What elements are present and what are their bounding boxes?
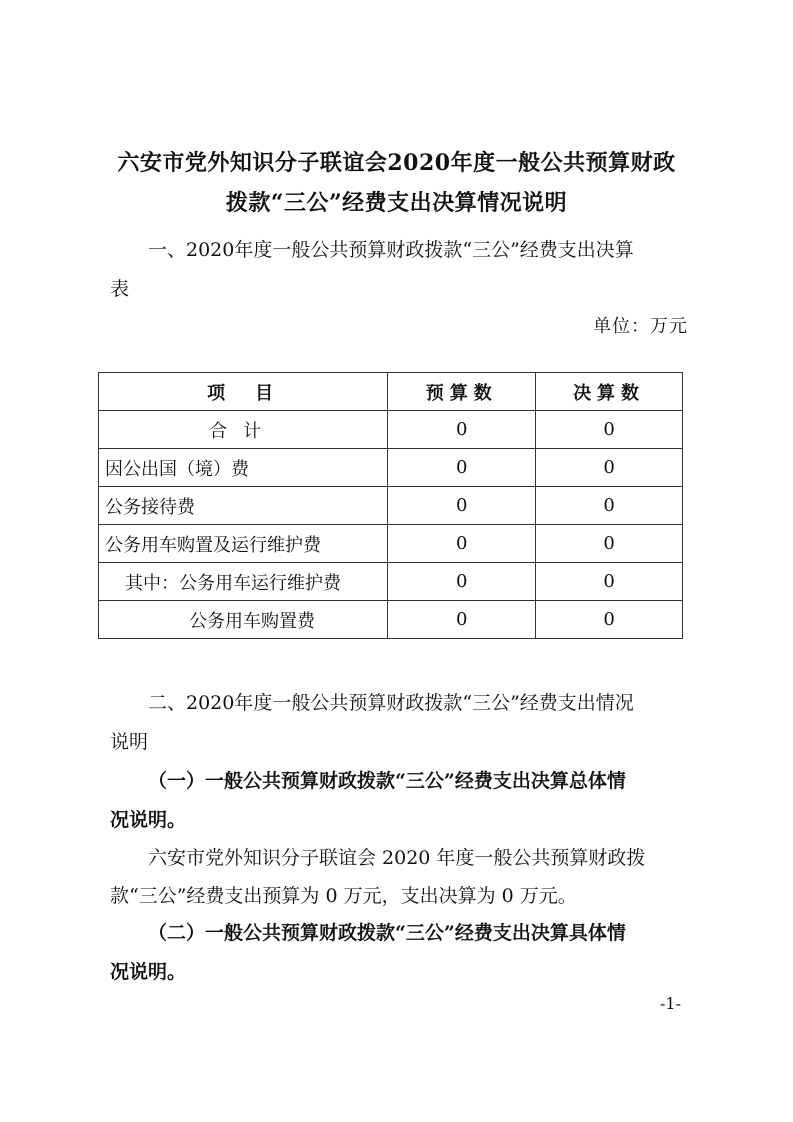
row-actual: 0 (536, 525, 683, 563)
row-label: 因公出国（境）费 (99, 449, 388, 487)
table-row (99, 487, 683, 525)
row-budget: 0 (388, 563, 536, 601)
row-label: 公务接待费 (99, 487, 388, 525)
row-actual: 0 (536, 563, 683, 601)
row-actual: 0 (536, 487, 683, 525)
subsection-1-heading-line-1: （一）一般公共预算财政拨款“三公”经费支出决算总体情 (148, 770, 626, 792)
row-budget: 0 (388, 449, 536, 487)
body-paragraph-line-2: 款“三公”经费支出预算为 0 万元，支出决算为 0 万元。 (110, 885, 577, 907)
total-actual: 0 (536, 411, 683, 449)
row-actual: 0 (536, 601, 683, 639)
row-label: 公务用车购置及运行维护费 (99, 525, 388, 563)
body-paragraph-line-1: 六安市党外知识分子联谊会 2020 年度一般公共预算财政拨 (148, 847, 646, 869)
row-label: 其中：公务用车运行维护费 (99, 563, 388, 601)
table-row (99, 525, 683, 563)
table-row (99, 563, 683, 601)
section-1-heading-line-2: 表 (110, 278, 130, 300)
table-total-row (99, 411, 683, 449)
subsection-2-heading-line-2: 况说明。 (110, 961, 187, 983)
section-2-heading-line-1: 二、2020年度一般公共预算财政拨款“三公”经费支出情况 (148, 692, 634, 714)
unit-label: 单位：万元 (593, 316, 688, 337)
section-2-heading-line-2: 说明 (110, 731, 149, 753)
header-item: 项 目 (99, 373, 388, 411)
document-title-line-2: 拨款“三公”经费支出决算情况说明 (225, 190, 568, 216)
header-actual: 决算数 (536, 373, 683, 411)
row-actual: 0 (536, 449, 683, 487)
subsection-2-heading-line-1: （二）一般公共预算财政拨款“三公”经费支出决算具体情 (148, 922, 626, 944)
total-budget: 0 (388, 411, 536, 449)
table-row (99, 601, 683, 639)
row-budget: 0 (388, 525, 536, 563)
row-budget: 0 (388, 601, 536, 639)
row-label: 公务用车购置费 (99, 601, 388, 639)
header-budget: 预算数 (388, 373, 536, 411)
document-title-line-1: 六安市党外知识分子联谊会2020年度一般公共预算财政 (117, 150, 676, 176)
three-public-expenses-table (98, 372, 683, 639)
page-number: -1- (660, 994, 681, 1013)
total-label: 合计 (99, 411, 388, 449)
section-1-heading-line-1: 一、2020年度一般公共预算财政拨款“三公”经费支出决算 (148, 239, 634, 261)
table-row (99, 449, 683, 487)
row-budget: 0 (388, 487, 536, 525)
table-header-row (99, 373, 683, 411)
subsection-1-heading-line-2: 况说明。 (110, 809, 187, 831)
